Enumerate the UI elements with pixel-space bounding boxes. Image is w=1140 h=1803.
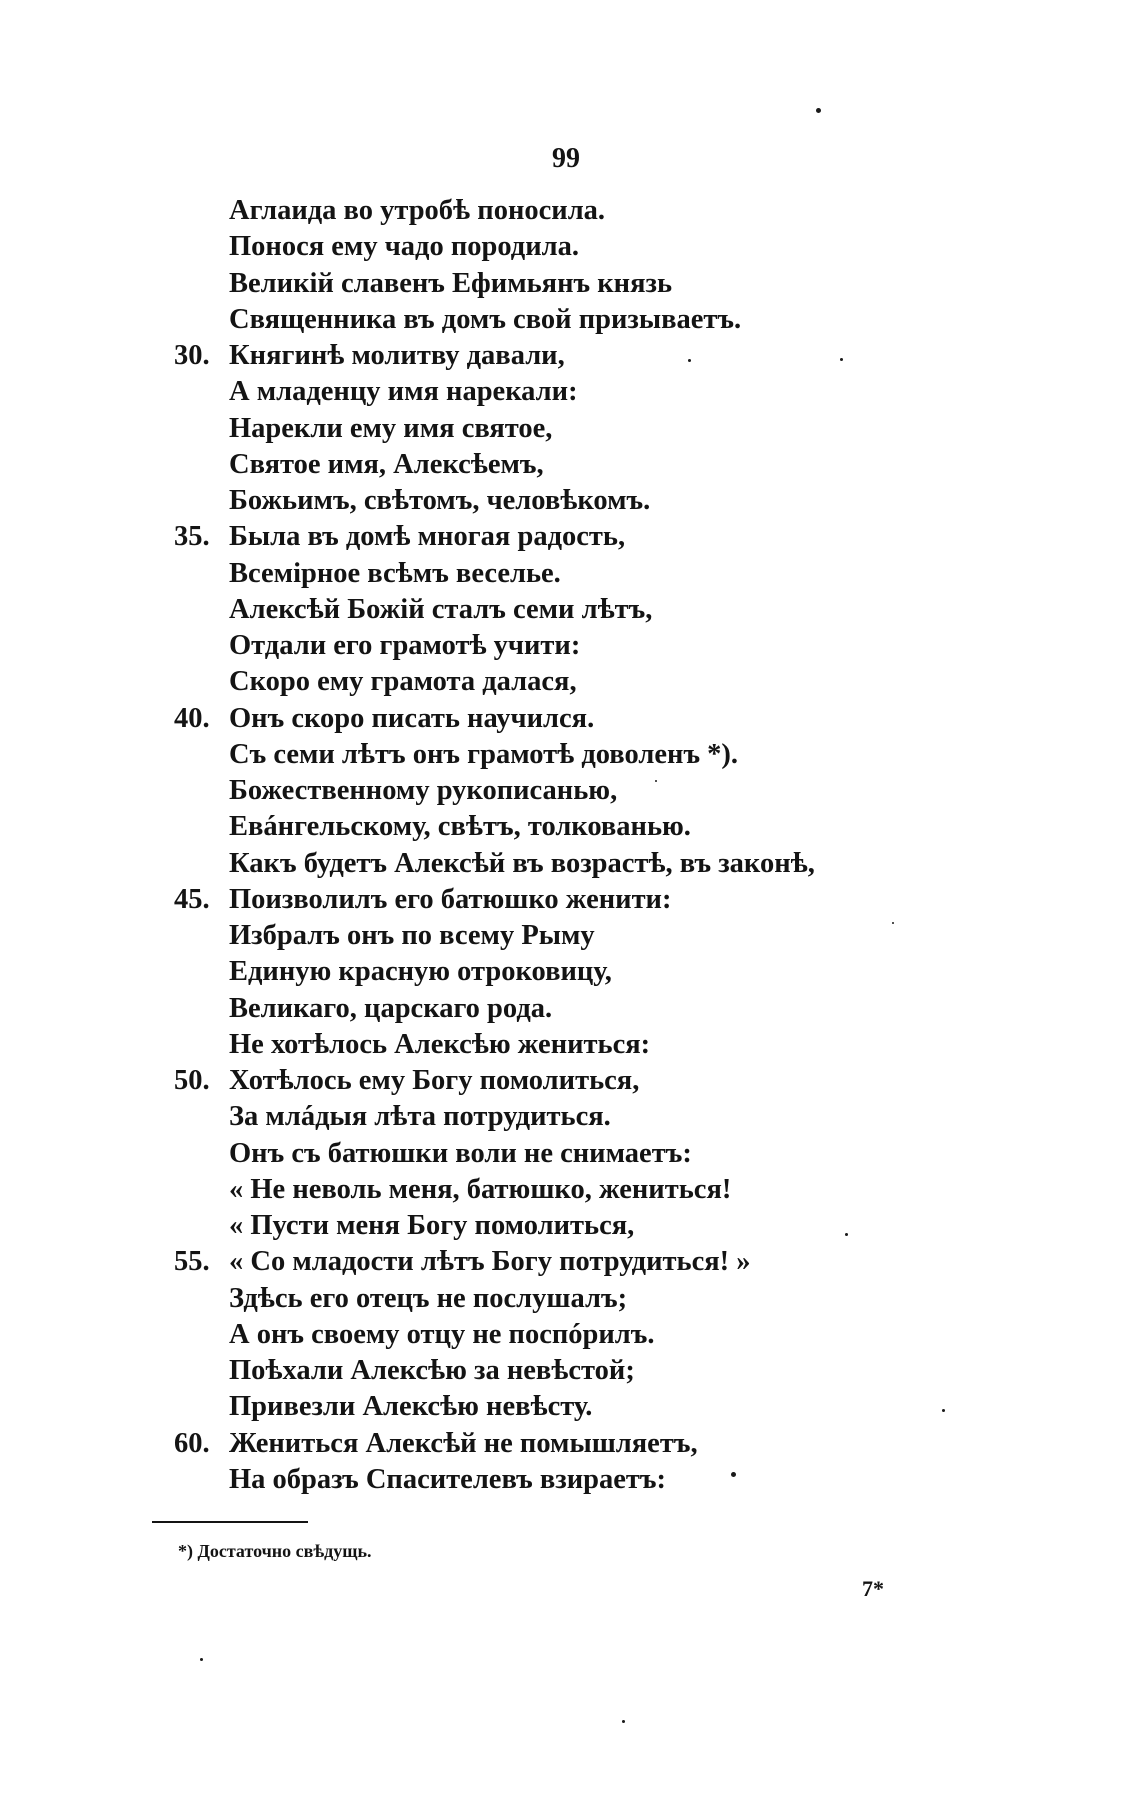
signature-mark: 7*	[862, 1576, 884, 1601]
footnote: *) Достаточно свѣдущь.	[178, 1541, 372, 1561]
poem-line	[0, 1317, 1140, 1353]
line-text: Алексѣй Божій сталъ семи лѣтъ,	[229, 593, 653, 625]
line-text: « Со младости лѣтъ Богу потрудиться! »	[229, 1246, 751, 1278]
poem-line	[0, 266, 1140, 302]
line-text: Поизволилъ его батюшко женити:	[229, 883, 672, 915]
line-number: 55.	[174, 1246, 210, 1278]
line-text: Единую красную отроковицу,	[229, 956, 612, 988]
footnote-rule	[152, 1521, 308, 1523]
poem-line	[0, 1136, 1140, 1172]
line-text: « Пусти меня Богу помолиться,	[229, 1210, 635, 1241]
poem-line	[0, 1063, 1140, 1099]
poem-line	[0, 447, 1140, 483]
scan-speck	[655, 780, 657, 782]
poem-line	[0, 1172, 1140, 1208]
poem-line	[0, 338, 1140, 374]
line-text: Была въ домѣ многая радость,	[229, 521, 626, 553]
poem-line	[0, 519, 1140, 555]
line-text: Аглаида во утробѣ поносила.	[229, 195, 606, 226]
poem-line	[0, 1027, 1140, 1063]
line-number: 30.	[174, 340, 210, 371]
poem-line	[0, 1281, 1140, 1317]
poem-line	[0, 701, 1140, 737]
poem-line	[0, 193, 1140, 229]
line-text: Онъ съ батюшки воли не снимаетъ:	[229, 1137, 692, 1169]
poem-line	[0, 664, 1140, 700]
line-text: Святое имя, Алексѣемъ,	[229, 448, 544, 480]
line-text: Божественному рукописанью,	[229, 775, 618, 806]
poem-lines	[0, 193, 1140, 1498]
line-text: Отдали его грамотѣ учити:	[229, 630, 581, 661]
poem-line	[0, 1426, 1140, 1462]
poem-line	[0, 1244, 1140, 1280]
line-number: 45.	[174, 883, 210, 915]
scan-speck	[731, 1472, 736, 1477]
scan-speck	[200, 1658, 203, 1661]
line-text: « Не неволь меня, батюшко, жениться!	[229, 1173, 732, 1205]
poem-line	[0, 1462, 1140, 1498]
poem-line	[0, 737, 1140, 773]
line-text: Скоро ему грамота далася,	[229, 666, 577, 698]
line-text: Княгинѣ молитву давали,	[229, 340, 565, 371]
line-text: Евáнгельскому, свѣтъ, толкованью.	[229, 811, 691, 843]
line-text: Священника въ домъ свой призываетъ.	[229, 303, 742, 335]
poem-line	[0, 991, 1140, 1027]
line-text: Великій славенъ Ефимьянъ князь	[229, 267, 673, 299]
line-text: Понося ему чадо породила.	[229, 231, 579, 263]
poem-line	[0, 1208, 1140, 1244]
line-text: А онъ своему отцу не поспóрилъ.	[229, 1318, 655, 1350]
scan-speck	[816, 108, 821, 113]
line-text: Поѣхали Алексѣю за невѣстой;	[229, 1355, 635, 1386]
poem-line	[0, 556, 1140, 592]
line-text: Нарекли ему имя святое,	[229, 412, 553, 444]
line-number: 35.	[174, 521, 210, 553]
poem-line	[0, 1389, 1140, 1425]
line-text: Хотѣлось ему Богу помолиться,	[229, 1065, 640, 1096]
page-number: 99	[552, 143, 580, 174]
poem-line	[0, 374, 1140, 410]
scan-speck	[892, 922, 894, 924]
line-text: Всемірное всѣмъ веселье.	[229, 557, 561, 589]
scan-speck	[845, 1233, 848, 1236]
line-text: Какъ будетъ Алексѣй въ возрастѣ, въ законѣ,	[229, 847, 815, 879]
line-text: Великаго, царскаго рода.	[229, 992, 553, 1024]
poem-line	[0, 229, 1140, 265]
poem-line	[0, 954, 1140, 990]
line-text: А младенцу имя нарекали:	[229, 376, 578, 408]
line-text: Онъ скоро писать научился.	[229, 702, 595, 734]
scan-speck	[688, 359, 691, 362]
line-number: 40.	[174, 702, 210, 734]
poem-line	[0, 628, 1140, 664]
poem-line	[0, 483, 1140, 519]
poem-line	[0, 1353, 1140, 1389]
poem-line	[0, 302, 1140, 338]
line-number: 60.	[174, 1427, 210, 1459]
scan-speck	[840, 358, 843, 361]
poem-line	[0, 1099, 1140, 1135]
line-text: На образъ Спасителевъ взираетъ:	[229, 1463, 667, 1495]
scan-speck	[622, 1720, 625, 1723]
line-text: Жениться Алексѣй не помышляетъ,	[229, 1427, 698, 1459]
poem-line	[0, 918, 1140, 954]
poem-line	[0, 773, 1140, 809]
scan-speck	[942, 1409, 945, 1412]
line-number: 50.	[174, 1065, 210, 1096]
line-text: Божьимъ, свѣтомъ, человѣкомъ.	[229, 485, 651, 516]
poem-line	[0, 846, 1140, 882]
poem-line	[0, 809, 1140, 845]
line-text: За млáдыя лѣта потрудиться.	[229, 1101, 611, 1133]
poem-line	[0, 592, 1140, 628]
line-text: Избралъ онъ по всему Рыму	[229, 920, 595, 951]
poem-line	[0, 411, 1140, 447]
line-text: Привезли Алексѣю невѣсту.	[229, 1391, 593, 1423]
poem-line	[0, 882, 1140, 918]
line-text: Съ семи лѣтъ онъ грамотѣ доволенъ *).	[229, 738, 739, 770]
line-text: Не хотѣлось Алексѣю жениться:	[229, 1028, 651, 1060]
line-text: Здѣсь его отецъ не послушалъ;	[229, 1282, 628, 1314]
